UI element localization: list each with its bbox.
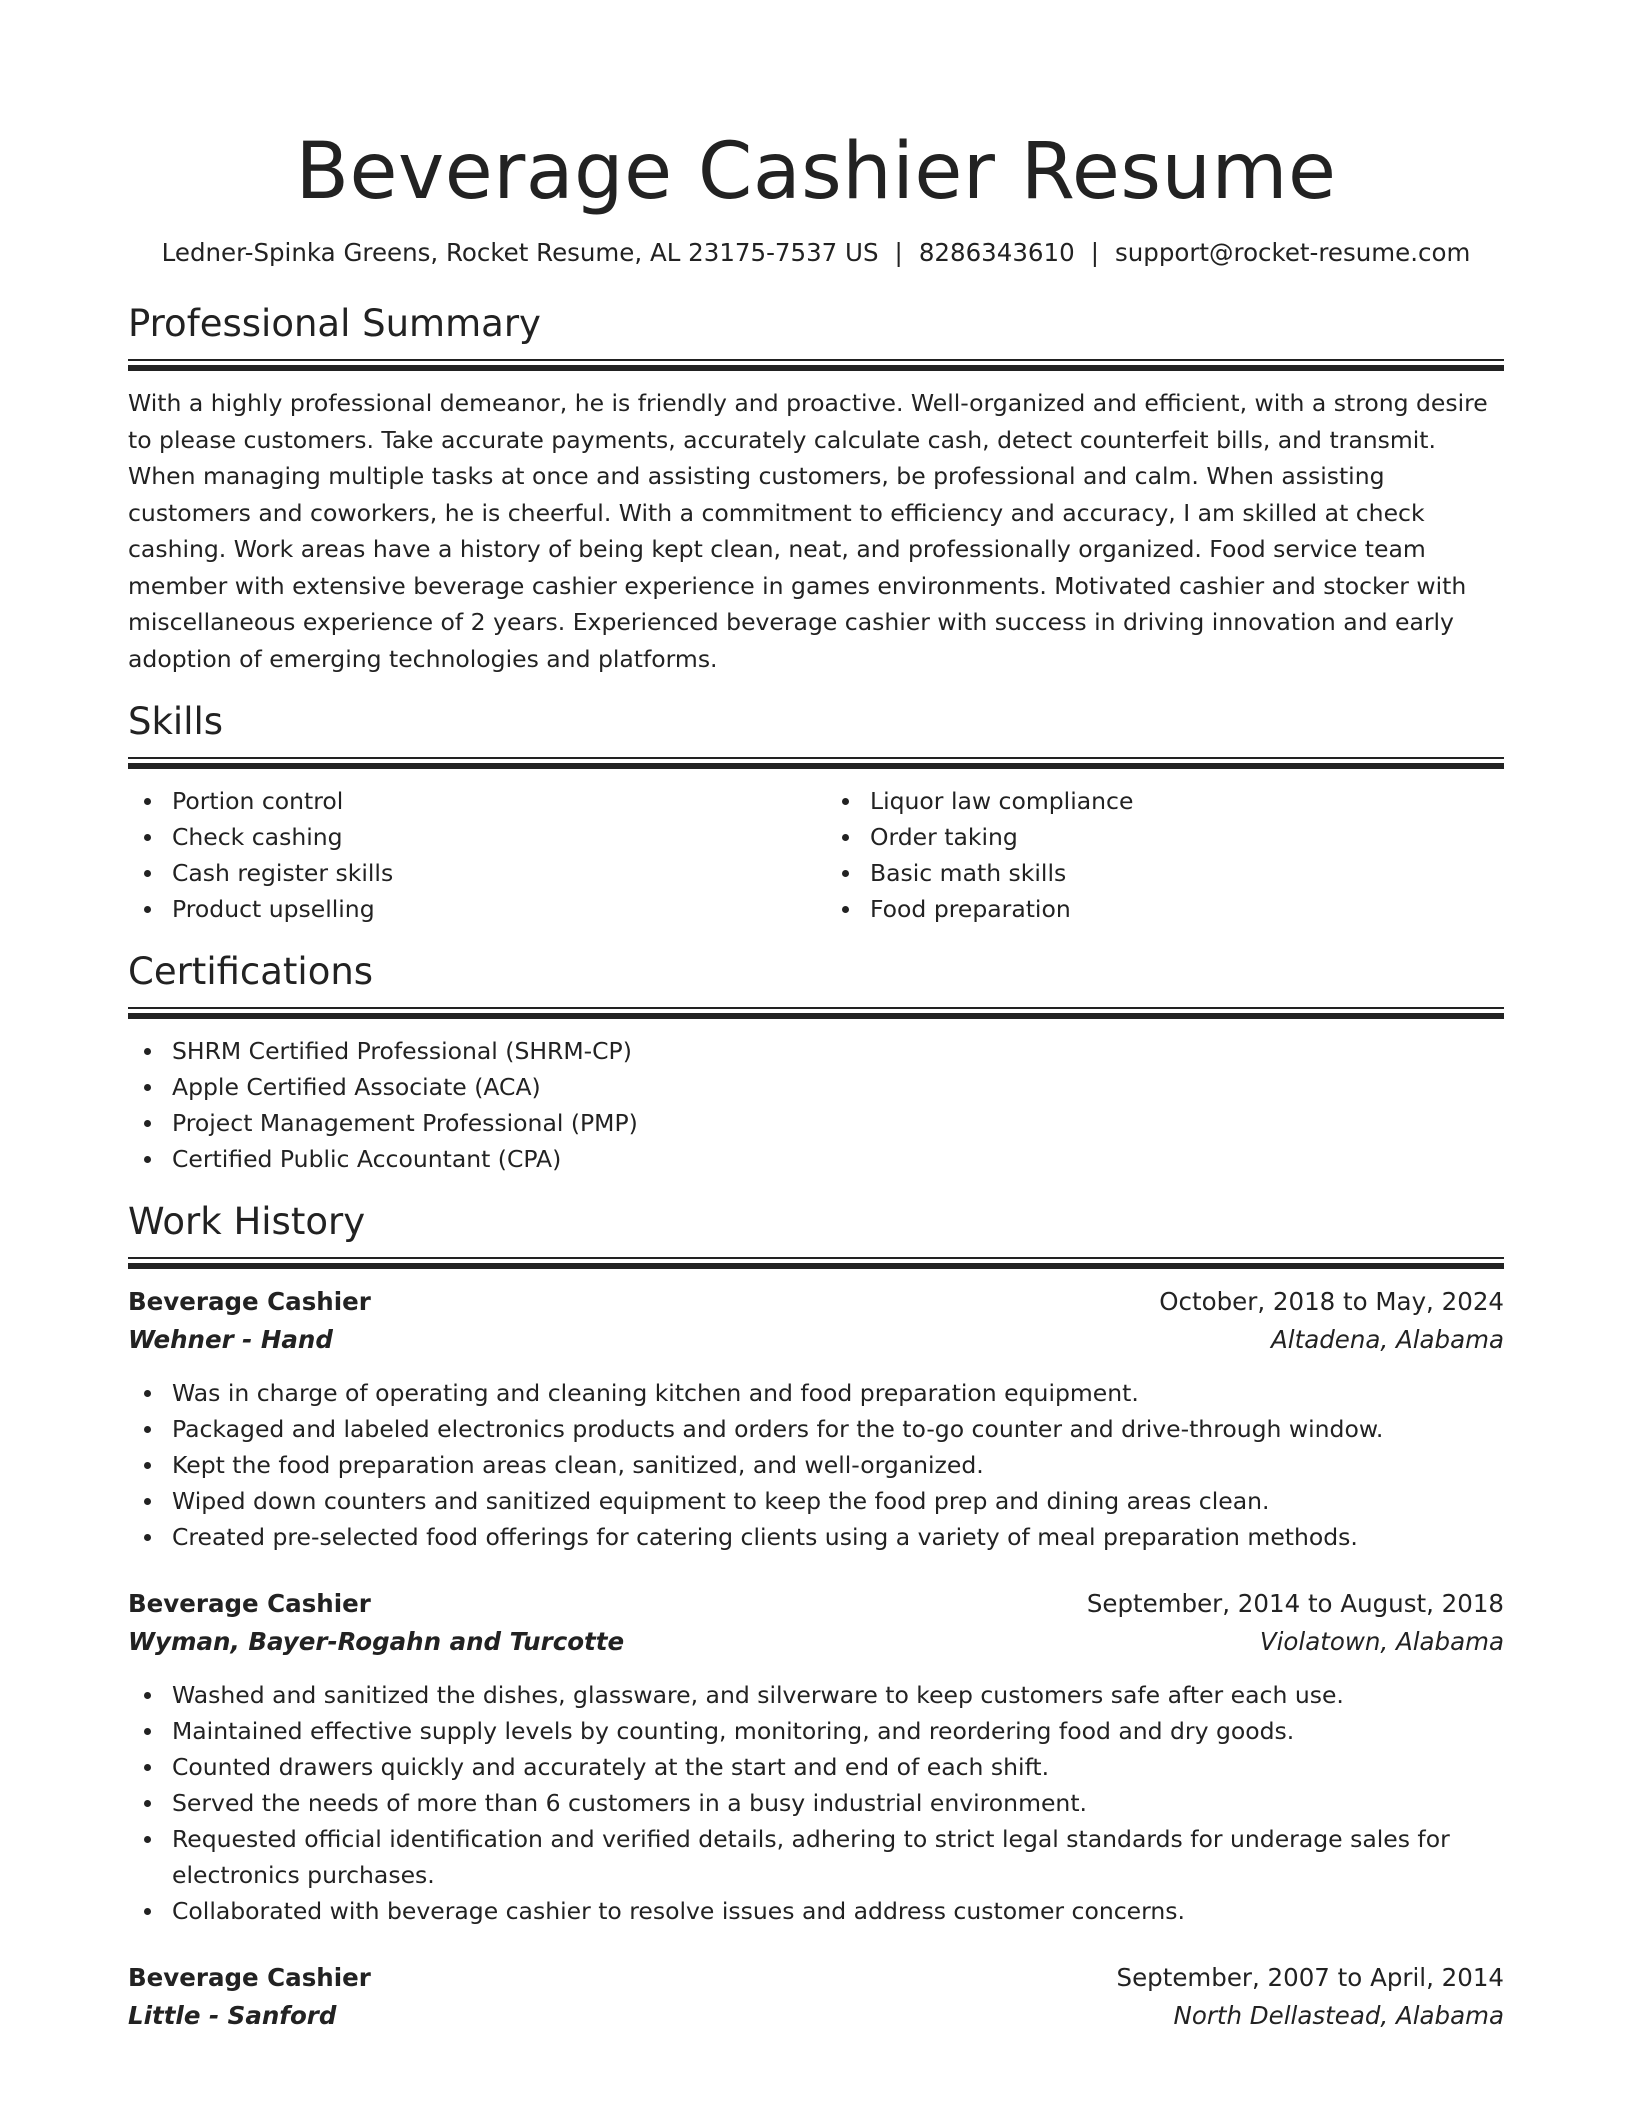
- job-company: Wehner - Hand: [128, 1325, 333, 1354]
- job-duty-item: Maintained effective supply levels by counting, monitoring, and reordering food and dry goods.: [128, 1713, 1504, 1749]
- skill-item: Basic math skills: [826, 855, 1504, 891]
- resume-title: Beverage Cashier Resume: [295, 127, 1337, 217]
- job-duty-item: Counted drawers quickly and accurately at the start and end of each shift.: [128, 1749, 1504, 1785]
- job-company: Wyman, Bayer-Rogahn and Turcotte: [128, 1627, 625, 1656]
- job-dates: September, 2014 to August, 2018: [1086, 1589, 1504, 1618]
- section-divider: [128, 757, 1504, 769]
- skill-item: Product upselling: [128, 891, 806, 927]
- certifications-list: [128, 1033, 1504, 1177]
- job-header-row: [128, 1283, 1504, 1321]
- job-duty-item: Served the needs of more than 6 customers in a busy industrial environment.: [128, 1785, 1504, 1821]
- job-company: Little - Sanford: [128, 2001, 337, 2030]
- contact-email: support@rocket-resume.com: [1114, 238, 1471, 267]
- job-location: Violatown, Alabama: [1259, 1627, 1504, 1656]
- job-duty-item: Packaged and labeled electronics products and orders for the to-go counter and drive-through window.: [128, 1411, 1504, 1447]
- skill-item: Cash register skills: [128, 855, 806, 891]
- job-duty-item: Washed and sanitized the dishes, glassware, and silverware to keep customers safe after each use.: [128, 1677, 1504, 1713]
- skill-item: Food preparation: [826, 891, 1504, 927]
- section-divider: [128, 359, 1504, 371]
- job-company-row: [128, 1321, 1504, 1359]
- job-duty-item: Was in charge of operating and cleaning kitchen and food preparation equipment.: [128, 1375, 1504, 1411]
- section-heading-summary: Professional Summary: [128, 302, 541, 345]
- job-dates: September, 2007 to April, 2014: [1116, 1963, 1504, 1992]
- job-company-row: [128, 1997, 1504, 2035]
- job-entry: [128, 1283, 1504, 1555]
- skills-section: [128, 697, 1504, 927]
- job-duty-item: Created pre-selected food offerings for catering clients using a variety of meal preparation methods.: [128, 1519, 1504, 1555]
- job-duty-item: Collaborated with beverage cashier to resolve issues and address customer concerns.: [128, 1893, 1504, 1929]
- section-heading-certifications: Certifications: [128, 950, 374, 993]
- summary-text: With a highly professional demeanor, he is friendly and proactive. Well-organized and efficient, with a strong desire to please customers. Take accurate payments, accurately calculate cash, detect counterfeit bills, and transmit. When managing multiple tasks at once and assisting customers, be professional and calm. When assisting customers and coworkers, he is cheerful. With a commitment to efficiency and accuracy, I am skilled at check cashing. Work areas have a history of being kept clean, neat, and professionally organized. Food service team member with extensive beverage cashier experience in games environments. Motivated cashier and stocker with miscellaneous experience of 2 years. Experienced beverage cashier with success in driving innovation and early adoption of emerging technologies and platforms.: [128, 389, 1488, 673]
- work-history-section: [128, 1197, 1504, 2035]
- skills-list-left: [128, 783, 806, 927]
- certification-item: SHRM Certified Professional (SHRM-CP): [128, 1033, 1504, 1069]
- job-duty-item: Wiped down counters and sanitized equipment to keep the food prep and dining areas clean.: [128, 1483, 1504, 1519]
- contact-separator: |: [1090, 238, 1099, 267]
- summary-section: [128, 299, 1504, 677]
- job-header-row: [128, 1585, 1504, 1623]
- job-location: Altadena, Alabama: [1271, 1325, 1504, 1354]
- section-divider: [128, 1007, 1504, 1019]
- job-duties-list: [128, 1375, 1504, 1555]
- skills-list-right: [826, 783, 1504, 927]
- job-duties-list: [128, 1677, 1504, 1929]
- section-heading-skills: Skills: [128, 700, 224, 743]
- section-divider: [128, 1257, 1504, 1269]
- job-title: Beverage Cashier: [128, 1287, 371, 1316]
- job-entry: [128, 1959, 1504, 2035]
- contact-phone: 8286343610: [918, 238, 1075, 267]
- resume-page: [128, 0, 1504, 2035]
- certification-item: Project Management Professional (PMP): [128, 1105, 1504, 1141]
- job-title: Beverage Cashier: [128, 1963, 371, 1992]
- job-dates: October, 2018 to May, 2024: [1159, 1287, 1504, 1316]
- skill-item: Order taking: [826, 819, 1504, 855]
- job-duty-item: Requested official identification and verified details, adhering to strict legal standards for underage sales for electronics purchases.: [128, 1821, 1504, 1893]
- section-heading-work-history: Work History: [128, 1200, 366, 1243]
- certification-item: Certified Public Accountant (CPA): [128, 1141, 1504, 1177]
- certifications-section: [128, 947, 1504, 1177]
- job-entry: [128, 1585, 1504, 1929]
- job-company-row: [128, 1623, 1504, 1661]
- job-header-row: [128, 1959, 1504, 1997]
- skill-item: Portion control: [128, 783, 806, 819]
- job-duty-item: Kept the food preparation areas clean, sanitized, and well-organized.: [128, 1447, 1504, 1483]
- skill-item: Liquor law compliance: [826, 783, 1504, 819]
- skills-grid: [128, 783, 1504, 927]
- skill-item: Check cashing: [128, 819, 806, 855]
- contact-line: [128, 236, 1504, 270]
- job-location: North Dellastead, Alabama: [1173, 2001, 1504, 2030]
- contact-separator: |: [894, 238, 903, 267]
- job-title: Beverage Cashier: [128, 1589, 371, 1618]
- certification-item: Apple Certified Associate (ACA): [128, 1069, 1504, 1105]
- contact-address: Ledner-Spinka Greens, Rocket Resume, AL 23175-7537 US: [161, 238, 879, 267]
